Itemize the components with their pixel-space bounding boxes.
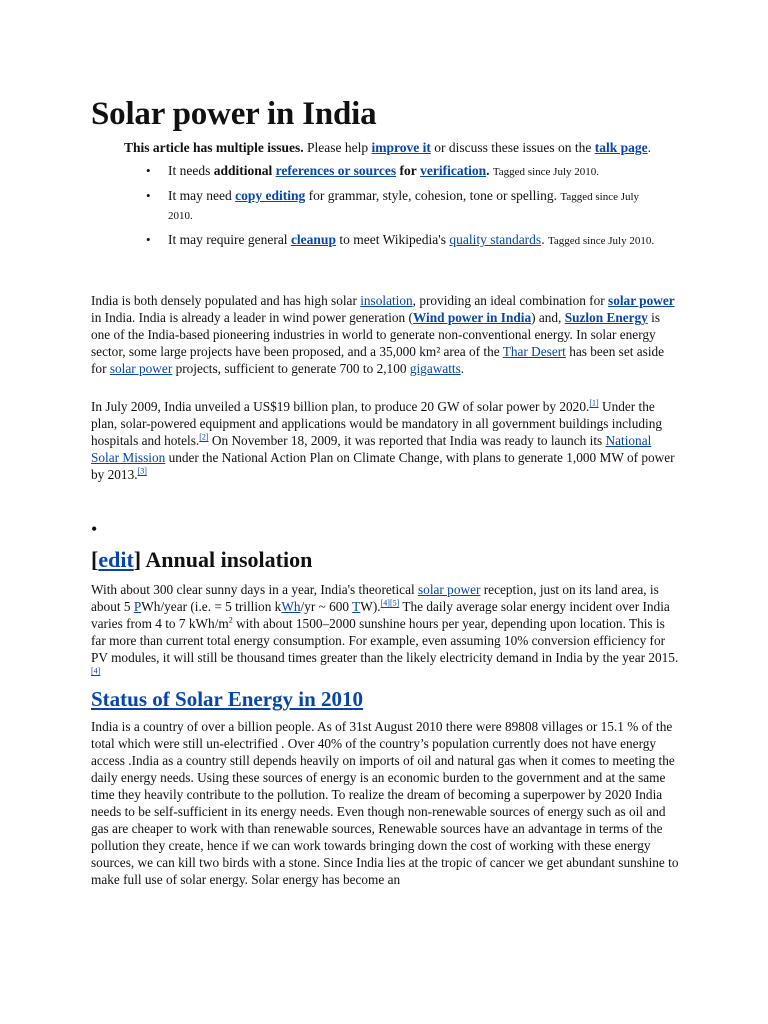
issues-intro-bold: This article has multiple issues.	[124, 140, 304, 155]
text: with about 1500–2000 sunshine hours per year, depending upon location. This is far more than current total energy consumption. For example, even assuming 10% conversion efficiency for PV modules, it will still be thousand times greater than the likely electricity demand in India by the year 2015.	[91, 616, 679, 665]
copy-editing-link[interactable]: copy editing	[235, 188, 306, 203]
verification-link[interactable]: verification	[420, 163, 487, 178]
issue-tag: Tagged since July 2010.	[168, 191, 640, 222]
watt-hour-link[interactable]: Wh	[281, 599, 301, 614]
text: has been set aside for	[91, 344, 665, 376]
text: In July 2009, India unveiled a US$19 billion plan, to produce 20 GW of solar power by 2020.	[91, 399, 590, 414]
solar-power-link-3[interactable]: solar power	[418, 582, 481, 597]
insolation-paragraph	[91, 581, 679, 683]
ref-4-link[interactable]: [4]	[91, 666, 101, 676]
issue-end: .	[486, 163, 490, 178]
text: Under the plan, solar-powered equipment and applications would be mandatory in all government buildings including hospitals and hotels.	[91, 399, 662, 448]
section-title: Annual insolation	[145, 547, 313, 572]
national-solar-mission-link[interactable]: National Solar Mission	[91, 433, 652, 465]
quality-standards-link[interactable]: quality standards	[449, 232, 542, 247]
text: , providing an ideal combination for	[412, 293, 605, 308]
text: W).	[360, 599, 381, 614]
text: ) and,	[531, 310, 562, 325]
issues-intro-end: .	[647, 140, 651, 155]
talk-page-link[interactable]: talk page	[594, 140, 648, 155]
issues-intro-text: Please help	[307, 140, 369, 155]
edit-section-link[interactable]: edit	[98, 547, 134, 572]
insolation-link[interactable]: insolation	[360, 293, 413, 308]
ref-1-link[interactable]: [1]	[589, 398, 599, 408]
issues-intro	[124, 139, 664, 156]
solar-power-link[interactable]: solar power	[608, 293, 675, 308]
issues-intro-mid: or discuss these issues on the	[434, 140, 592, 155]
section-heading-status-2010[interactable]: Status of Solar Energy in 2010	[91, 687, 364, 711]
issue-end: .	[541, 232, 545, 247]
solar-power-link-2[interactable]: solar power	[109, 361, 173, 376]
wind-power-in-india-link[interactable]: Wind power in India	[412, 310, 532, 325]
issue-tag: Tagged since July 2010.	[547, 235, 655, 247]
issue-bold: additional	[213, 163, 273, 178]
issue-text: It may require general	[168, 232, 288, 247]
intro-paragraph	[91, 292, 679, 377]
text: in India. India is already a leader in wind power generation (	[91, 310, 413, 325]
references-link[interactable]: references or sources	[275, 163, 397, 178]
text: reception, just on its land area, is about 5	[91, 582, 659, 614]
issue-text: for grammar, style, cohesion, tone or spelling.	[308, 188, 558, 203]
text: The daily average solar energy incident over India varies from 4 to 7 kWh/m	[91, 599, 670, 631]
issue-tag: Tagged since July 2010.	[492, 166, 599, 178]
superscript-2: 2	[228, 615, 233, 625]
text: is one of the India-based pioneering industries in world to generate non-conventional energy. In solar energy sector, some large projects have been proposed, and a 35,000 km² area of the	[91, 310, 661, 359]
status-paragraph: India is a country of over a billion people. As of 31st August 2010 there were 89808 villages or 15.1 % of the total which were still un-electrified . Over 40% of the country’s population currently does not have energy access .India as a country still depends heavily on imports of oil and natural gas when it comes to meeting the daily energy needs. Using these sources of energy is an economic burden to the government and at the same time they heavily contribute to the pollution. To realize the dream of becoming a superpower by 2020 India needs to be self-sufficient in its energy needs. Even though non-renewable sources of energy such as oil and gas are cheaper to work with than renewable sources, Renewable sources have an advantage in terms of the pollution they create, hence if we can work towards bringing down the cost of working with these energy sources, we can kill two birds with a stone. Since India lies at the tropic of cancer we get abundant sunshine to make full use of solar energy. Solar energy has become an	[91, 719, 679, 887]
empty-bullet: •	[91, 519, 98, 539]
multiple-issues-box	[124, 139, 664, 256]
section-heading-annual-insolation	[91, 547, 312, 573]
text: .	[460, 361, 465, 376]
bracket: ]	[133, 547, 142, 572]
issue-text: to meet Wikipedia's	[339, 232, 446, 247]
text: Wh/year (i.e. = 5 trillion k	[141, 599, 282, 614]
text: projects, sufficient to generate 700 to 2,100	[175, 361, 407, 376]
issues-list	[124, 162, 664, 250]
issue-item-copy-editing	[168, 187, 664, 225]
plan-paragraph	[91, 398, 679, 483]
improve-it-link[interactable]: improve it	[371, 140, 431, 155]
issue-bold: for	[399, 163, 417, 178]
issue-text: It may need	[168, 188, 232, 203]
thar-desert-link[interactable]: Thar Desert	[502, 344, 566, 359]
cleanup-link[interactable]: cleanup	[290, 232, 336, 247]
ref-4-5-link[interactable]: [4][5]	[380, 598, 400, 608]
issue-item-references	[168, 162, 664, 181]
bracket: [	[91, 547, 99, 572]
ref-2-link[interactable]: [2]	[199, 432, 209, 442]
page-title: Solar power in India	[91, 96, 377, 132]
tera-link[interactable]: T	[352, 599, 361, 614]
ref-3-link[interactable]: [3]	[137, 466, 147, 476]
issue-text: It needs	[168, 163, 211, 178]
gigawatts-link[interactable]: gigawatts	[409, 361, 461, 376]
text: under the National Action Plan on Climate Change, with plans to generate 1,000 MW of power by 2013.	[91, 450, 675, 482]
text: India is both densely populated and has high solar	[91, 293, 357, 308]
issue-item-cleanup	[168, 231, 664, 250]
text: /yr ~ 600	[300, 599, 350, 614]
text: With about 300 clear sunny days in a year, India's theoretical	[91, 582, 415, 597]
suzlon-energy-link[interactable]: Suzlon Energy	[564, 310, 648, 325]
text: On November 18, 2009, it was reported that India was ready to launch its	[211, 433, 603, 448]
peta-link[interactable]: P	[133, 599, 142, 614]
